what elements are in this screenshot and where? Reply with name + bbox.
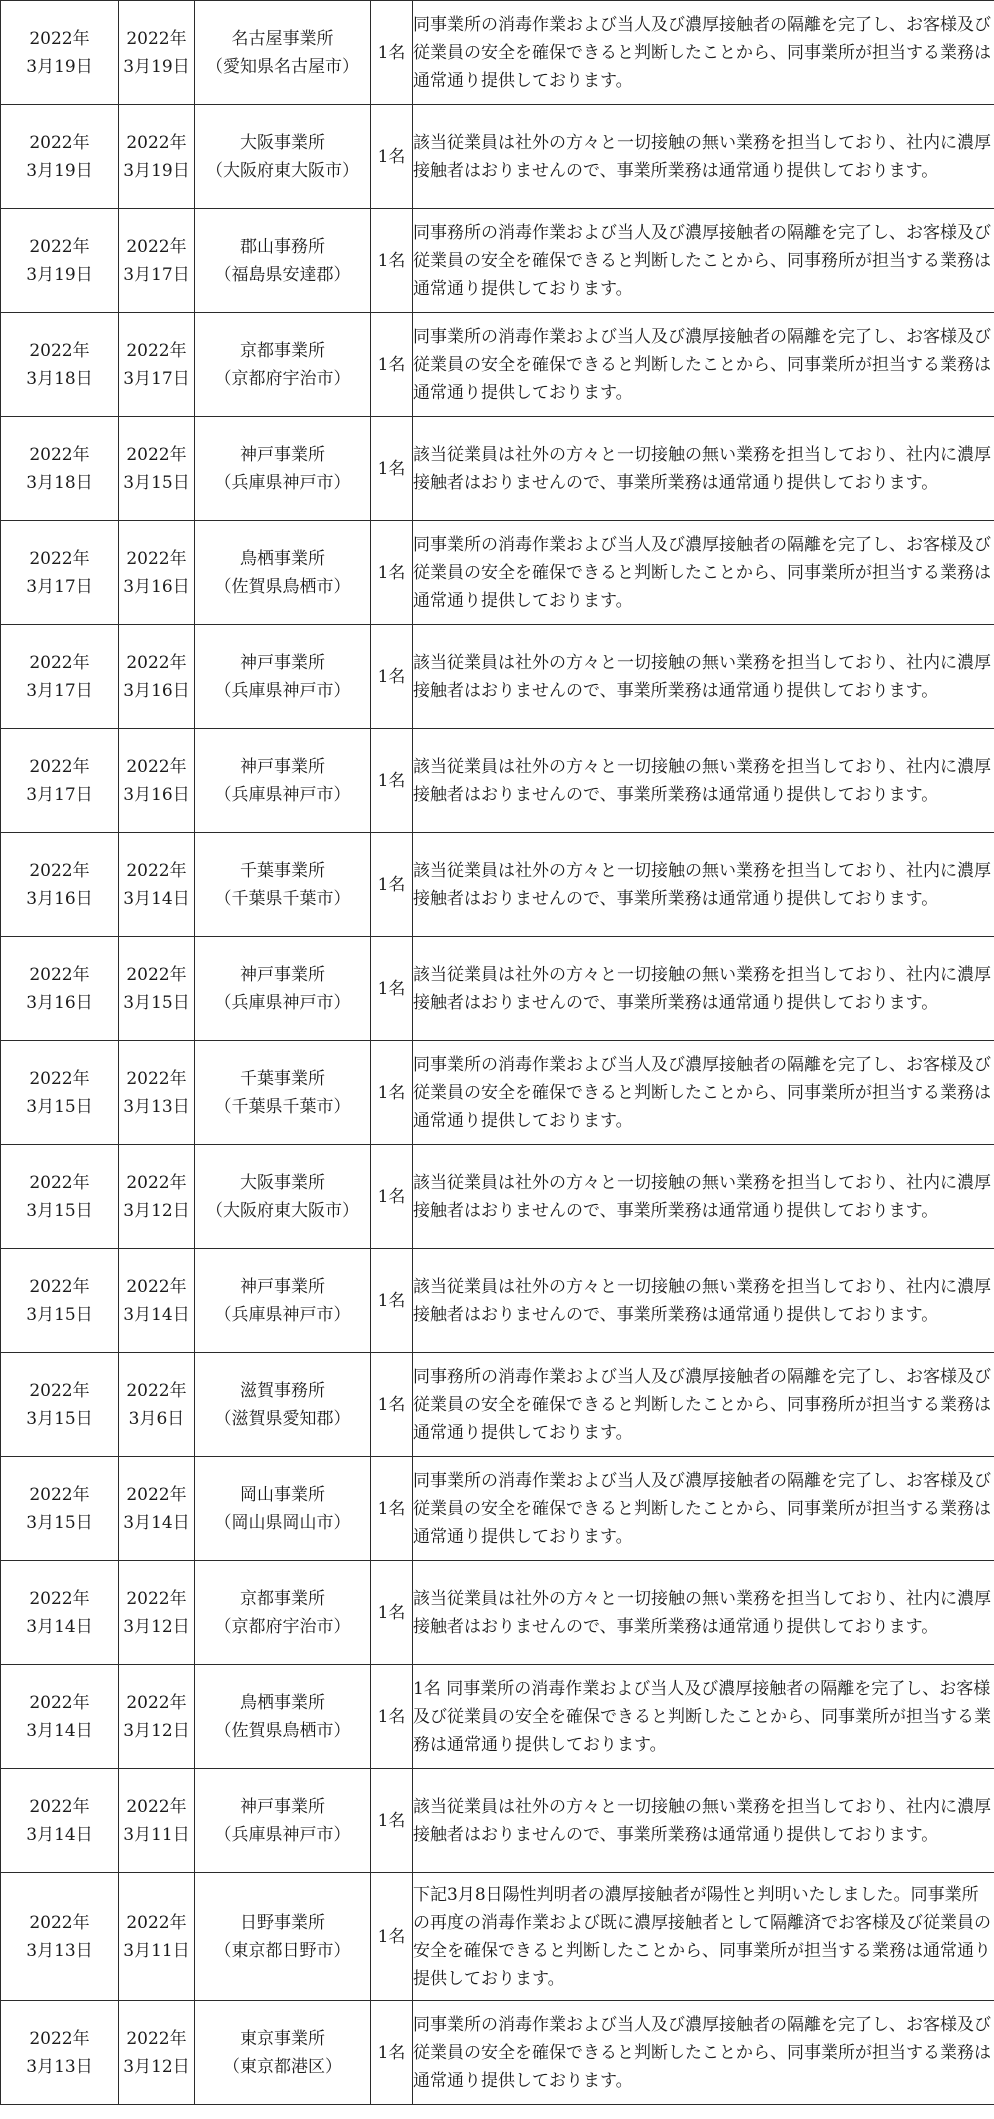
infected-count: 1名: [377, 2042, 406, 2063]
announcement-month-day: 3月17日: [26, 576, 93, 597]
table-row: [1, 1873, 994, 2001]
positive-date-cell: [119, 417, 195, 521]
positive-month-day: 3月14日: [123, 888, 190, 909]
announcement-year: 2022年: [29, 236, 90, 257]
infected-count: 1名: [377, 874, 406, 895]
infected-count: 1名: [377, 1498, 406, 1519]
office-location: （東京都日野市）: [214, 1940, 351, 1961]
announcement-year: 2022年: [29, 1796, 90, 1817]
table-row: [1, 1665, 994, 1769]
announcement-date-cell: [1, 1145, 119, 1249]
count-cell: [371, 1873, 413, 2001]
announcement-month-day: 3月17日: [26, 784, 93, 805]
announcement-year: 2022年: [29, 1912, 90, 1933]
count-cell: [371, 1249, 413, 1353]
status-note-text: 同事業所の消毒作業および当人及び濃厚接触者の隔離を完了し、お客様及び従業員の安全を確保できると判断したことから、同事業所が担当する業務は通常通り提供しております。: [413, 326, 991, 403]
table-row: [1, 833, 994, 937]
count-cell: [371, 1769, 413, 1873]
positive-year: 2022年: [126, 28, 187, 49]
announcement-year: 2022年: [29, 548, 90, 569]
status-note-cell: [413, 1, 994, 105]
positive-year: 2022年: [126, 652, 187, 673]
positive-date-cell: [119, 313, 195, 417]
count-cell: [371, 625, 413, 729]
infected-count: 1名: [377, 770, 406, 791]
count-cell: [371, 313, 413, 417]
count-cell: [371, 1457, 413, 1561]
office-name: 神戸事業所: [240, 652, 325, 673]
office-location: （千葉県千葉市）: [214, 1096, 351, 1117]
positive-date-cell: [119, 1873, 195, 2001]
status-note-text: 該当従業員は社外の方々と一切接触の無い業務を担当しており、社内に濃厚接触者はおりませんので、事業所業務は通常通り提供しております。: [413, 1796, 991, 1845]
infected-count: 1名: [377, 146, 406, 167]
announcement-year: 2022年: [29, 28, 90, 49]
announcement-date-cell: [1, 833, 119, 937]
positive-year: 2022年: [126, 132, 187, 153]
office-cell: [195, 729, 371, 833]
office-name: 滋賀事務所: [240, 1380, 325, 1401]
office-name: 京都事業所: [240, 1588, 325, 1609]
count-cell: [371, 1561, 413, 1665]
positive-month-day: 3月16日: [123, 680, 190, 701]
table-row: [1, 1353, 994, 1457]
status-note-text: 同事業所の消毒作業および当人及び濃厚接触者の隔離を完了し、お客様及び従業員の安全を確保できると判断したことから、同事業所が担当する業務は通常通り提供しております。: [413, 1054, 991, 1131]
table-row: [1, 417, 994, 521]
status-note-text: 該当従業員は社外の方々と一切接触の無い業務を担当しており、社内に濃厚接触者はおりませんので、事業所業務は通常通り提供しております。: [413, 132, 991, 181]
office-location: （佐賀県鳥栖市）: [214, 576, 351, 597]
status-note-text: 1名 同事業所の消毒作業および当人及び濃厚接触者の隔離を完了し、お客様及び従業員の安全を確保できると判断したことから、同事業所が担当する業務は通常通り提供しております。: [413, 1678, 991, 1755]
announcement-month-day: 3月16日: [26, 888, 93, 909]
positive-year: 2022年: [126, 1588, 187, 1609]
table-row: [1, 1561, 994, 1665]
positive-month-day: 3月19日: [123, 56, 190, 77]
office-location: （京都府宇治市）: [214, 1616, 351, 1637]
office-cell: [195, 1769, 371, 1873]
table-row: [1, 1249, 994, 1353]
positive-month-day: 3月15日: [123, 992, 190, 1013]
announcement-date-cell: [1, 313, 119, 417]
status-note-cell: [413, 1353, 994, 1457]
positive-year: 2022年: [126, 860, 187, 881]
count-cell: [371, 209, 413, 313]
status-note-text: 該当従業員は社外の方々と一切接触の無い業務を担当しており、社内に濃厚接触者はおりませんので、事業所業務は通常通り提供しております。: [413, 444, 991, 493]
announcement-month-day: 3月18日: [26, 472, 93, 493]
office-cell: [195, 209, 371, 313]
table-row: [1, 1145, 994, 1249]
announcement-date-cell: [1, 2001, 119, 2105]
count-cell: [371, 417, 413, 521]
status-note-text: 該当従業員は社外の方々と一切接触の無い業務を担当しており、社内に濃厚接触者はおりませんので、事業所業務は通常通り提供しております。: [413, 860, 991, 909]
announcement-date-cell: [1, 729, 119, 833]
announcement-month-day: 3月18日: [26, 368, 93, 389]
status-note-text: 下記3月8日陽性判明者の濃厚接触者が陽性と判明いたしました。同事業所の再度の消毒作業および既に濃厚接触者として隔離済でお客様及び従業員の安全を確保できると判断したことから、同事業所が担当する業務は通常通り提供しております。: [413, 1884, 991, 1989]
table-row: [1, 209, 994, 313]
count-cell: [371, 521, 413, 625]
positive-month-day: 3月13日: [123, 1096, 190, 1117]
office-cell: [195, 521, 371, 625]
positive-date-cell: [119, 1769, 195, 1873]
announcement-month-day: 3月15日: [26, 1512, 93, 1533]
infected-count: 1名: [377, 1926, 406, 1947]
announcement-month-day: 3月19日: [26, 160, 93, 181]
office-location: （岡山県岡山市）: [214, 1512, 351, 1533]
positive-month-day: 3月12日: [123, 1616, 190, 1637]
status-note-cell: [413, 625, 994, 729]
count-cell: [371, 105, 413, 209]
positive-year: 2022年: [126, 756, 187, 777]
infected-count: 1名: [377, 1186, 406, 1207]
announcement-year: 2022年: [29, 2028, 90, 2049]
status-note-cell: [413, 105, 994, 209]
count-cell: [371, 937, 413, 1041]
announcement-month-day: 3月14日: [26, 1824, 93, 1845]
announcement-month-day: 3月15日: [26, 1304, 93, 1325]
announcement-date-cell: [1, 1561, 119, 1665]
positive-date-cell: [119, 1145, 195, 1249]
announcement-month-day: 3月19日: [26, 264, 93, 285]
positive-month-day: 3月6日: [128, 1408, 185, 1429]
status-note-text: 同事業所の消毒作業および当人及び濃厚接触者の隔離を完了し、お客様及び従業員の安全を確保できると判断したことから、同事業所が担当する業務は通常通り提供しております。: [413, 1470, 991, 1547]
announcement-year: 2022年: [29, 444, 90, 465]
table-row: [1, 1, 994, 105]
count-cell: [371, 1145, 413, 1249]
positive-year: 2022年: [126, 2028, 187, 2049]
office-name: 神戸事業所: [240, 1796, 325, 1817]
positive-date-cell: [119, 1041, 195, 1145]
office-name: 千葉事業所: [240, 1068, 325, 1089]
office-cell: [195, 1145, 371, 1249]
status-note-text: 該当従業員は社外の方々と一切接触の無い業務を担当しており、社内に濃厚接触者はおりませんので、事業所業務は通常通り提供しております。: [413, 1588, 991, 1637]
office-cell: [195, 417, 371, 521]
status-note-text: 同事務所の消毒作業および当人及び濃厚接触者の隔離を完了し、お客様及び従業員の安全を確保できると判断したことから、同事務所が担当する業務は通常通り提供しております。: [413, 1366, 991, 1443]
status-note-cell: [413, 2001, 994, 2105]
announcement-year: 2022年: [29, 756, 90, 777]
office-cell: [195, 1249, 371, 1353]
status-note-text: 同事業所の消毒作業および当人及び濃厚接触者の隔離を完了し、お客様及び従業員の安全を確保できると判断したことから、同事業所が担当する業務は通常通り提供しております。: [413, 2014, 991, 2091]
status-note-cell: [413, 1873, 994, 2001]
status-note-text: 該当従業員は社外の方々と一切接触の無い業務を担当しており、社内に濃厚接触者はおりませんので、事業所業務は通常通り提供しております。: [413, 1276, 991, 1325]
positive-date-cell: [119, 1, 195, 105]
office-cell: [195, 1353, 371, 1457]
office-location: （愛知県名古屋市）: [206, 56, 359, 77]
report-table-body: [1, 1, 994, 2105]
table-row: [1, 1041, 994, 1145]
infected-count: 1名: [377, 1290, 406, 1311]
office-cell: [195, 1, 371, 105]
announcement-year: 2022年: [29, 1484, 90, 1505]
infected-count: 1名: [377, 666, 406, 687]
office-name: 岡山事業所: [240, 1484, 325, 1505]
announcement-year: 2022年: [29, 340, 90, 361]
office-name: 大阪事業所: [240, 132, 325, 153]
positive-month-day: 3月11日: [123, 1824, 190, 1845]
announcement-year: 2022年: [29, 1276, 90, 1297]
announcement-month-day: 3月15日: [26, 1096, 93, 1117]
positive-month-day: 3月15日: [123, 472, 190, 493]
announcement-date-cell: [1, 937, 119, 1041]
announcement-month-day: 3月13日: [26, 1940, 93, 1961]
positive-date-cell: [119, 937, 195, 1041]
status-note-text: 同事業所の消毒作業および当人及び濃厚接触者の隔離を完了し、お客様及び従業員の安全を確保できると判断したことから、同事業所が担当する業務は通常通り提供しております。: [413, 534, 991, 611]
infected-count: 1名: [377, 1394, 406, 1415]
announcement-date-cell: [1, 521, 119, 625]
announcement-month-day: 3月15日: [26, 1408, 93, 1429]
positive-date-cell: [119, 1665, 195, 1769]
count-cell: [371, 833, 413, 937]
positive-date-cell: [119, 833, 195, 937]
count-cell: [371, 1, 413, 105]
office-location: （大阪府東大阪市）: [206, 160, 359, 181]
office-name: 千葉事業所: [240, 860, 325, 881]
announcement-date-cell: [1, 1457, 119, 1561]
office-name: 京都事業所: [240, 340, 325, 361]
positive-year: 2022年: [126, 1912, 187, 1933]
office-cell: [195, 833, 371, 937]
status-note-cell: [413, 1041, 994, 1145]
status-note-text: 該当従業員は社外の方々と一切接触の無い業務を担当しており、社内に濃厚接触者はおりませんので、事業所業務は通常通り提供しております。: [413, 652, 991, 701]
positive-date-cell: [119, 1353, 195, 1457]
announcement-date-cell: [1, 1041, 119, 1145]
announcement-date-cell: [1, 1, 119, 105]
office-name: 名古屋事業所: [231, 28, 334, 49]
status-note-text: 同事務所の消毒作業および当人及び濃厚接触者の隔離を完了し、お客様及び従業員の安全を確保できると判断したことから、同事務所が担当する業務は通常通り提供しております。: [413, 222, 991, 299]
status-note-cell: [413, 313, 994, 417]
status-note-text: 該当従業員は社外の方々と一切接触の無い業務を担当しており、社内に濃厚接触者はおりませんので、事業所業務は通常通り提供しております。: [413, 964, 991, 1013]
office-location: （大阪府東大阪市）: [206, 1200, 359, 1221]
office-name: 日野事業所: [240, 1912, 325, 1933]
positive-year: 2022年: [126, 1172, 187, 1193]
table-row: [1, 729, 994, 833]
positive-year: 2022年: [126, 1796, 187, 1817]
status-note-cell: [413, 1457, 994, 1561]
announcement-date-cell: [1, 1353, 119, 1457]
positive-year: 2022年: [126, 1484, 187, 1505]
office-location: （兵庫県神戸市）: [214, 472, 351, 493]
positive-month-day: 3月12日: [123, 2056, 190, 2077]
office-name: 神戸事業所: [240, 1276, 325, 1297]
table-row: [1, 1769, 994, 1873]
office-cell: [195, 2001, 371, 2105]
office-location: （兵庫県神戸市）: [214, 992, 351, 1013]
positive-month-day: 3月16日: [123, 784, 190, 805]
table-row: [1, 521, 994, 625]
office-cell: [195, 625, 371, 729]
office-location: （千葉県千葉市）: [214, 888, 351, 909]
announcement-month-day: 3月13日: [26, 2056, 93, 2077]
positive-year: 2022年: [126, 1276, 187, 1297]
positive-date-cell: [119, 105, 195, 209]
positive-month-day: 3月12日: [123, 1200, 190, 1221]
office-name: 鳥栖事業所: [240, 1692, 325, 1713]
announcement-date-cell: [1, 105, 119, 209]
office-name: 神戸事業所: [240, 756, 325, 777]
positive-month-day: 3月19日: [123, 160, 190, 181]
positive-month-day: 3月16日: [123, 576, 190, 597]
infected-count: 1名: [377, 978, 406, 999]
positive-year: 2022年: [126, 1692, 187, 1713]
infected-count: 1名: [377, 1810, 406, 1831]
announcement-date-cell: [1, 209, 119, 313]
table-row: [1, 937, 994, 1041]
announcement-month-day: 3月19日: [26, 56, 93, 77]
office-cell: [195, 937, 371, 1041]
infected-count: 1名: [377, 1706, 406, 1727]
status-note-cell: [413, 833, 994, 937]
announcement-date-cell: [1, 1665, 119, 1769]
positive-year: 2022年: [126, 548, 187, 569]
positive-month-day: 3月17日: [123, 368, 190, 389]
announcement-year: 2022年: [29, 132, 90, 153]
infected-count: 1名: [377, 562, 406, 583]
status-note-cell: [413, 209, 994, 313]
announcement-year: 2022年: [29, 1588, 90, 1609]
office-cell: [195, 313, 371, 417]
office-location: （京都府宇治市）: [214, 368, 351, 389]
count-cell: [371, 1353, 413, 1457]
positive-month-day: 3月11日: [123, 1940, 190, 1961]
status-note-cell: [413, 729, 994, 833]
positive-date-cell: [119, 1457, 195, 1561]
announcement-month-day: 3月15日: [26, 1200, 93, 1221]
status-note-cell: [413, 1561, 994, 1665]
announcement-year: 2022年: [29, 1692, 90, 1713]
status-note-cell: [413, 1769, 994, 1873]
office-name: 鳥栖事業所: [240, 548, 325, 569]
status-note-text: 該当従業員は社外の方々と一切接触の無い業務を担当しており、社内に濃厚接触者はおりませんので、事業所業務は通常通り提供しております。: [413, 756, 991, 805]
positive-month-day: 3月12日: [123, 1720, 190, 1741]
office-name: 大阪事業所: [240, 1172, 325, 1193]
office-location: （兵庫県神戸市）: [214, 1824, 351, 1845]
office-name: 神戸事業所: [240, 444, 325, 465]
positive-year: 2022年: [126, 444, 187, 465]
status-note-cell: [413, 521, 994, 625]
positive-date-cell: [119, 729, 195, 833]
positive-date-cell: [119, 1561, 195, 1665]
office-location: （兵庫県神戸市）: [214, 784, 351, 805]
table-row: [1, 105, 994, 209]
table-row: [1, 2001, 994, 2105]
positive-year: 2022年: [126, 236, 187, 257]
office-name: 神戸事業所: [240, 964, 325, 985]
office-name: 郡山事務所: [240, 236, 325, 257]
office-cell: [195, 105, 371, 209]
status-note-cell: [413, 1249, 994, 1353]
announcement-date-cell: [1, 1769, 119, 1873]
infected-count: 1名: [377, 250, 406, 271]
infected-count: 1名: [377, 42, 406, 63]
positive-month-day: 3月14日: [123, 1304, 190, 1325]
office-cell: [195, 1873, 371, 2001]
announcement-year: 2022年: [29, 1172, 90, 1193]
office-location: （兵庫県神戸市）: [214, 680, 351, 701]
positive-date-cell: [119, 209, 195, 313]
office-location: （東京都港区）: [223, 2056, 342, 2077]
status-note-cell: [413, 937, 994, 1041]
positive-year: 2022年: [126, 1380, 187, 1401]
office-cell: [195, 1561, 371, 1665]
positive-date-cell: [119, 1249, 195, 1353]
table-row: [1, 625, 994, 729]
office-location: （兵庫県神戸市）: [214, 1304, 351, 1325]
infected-count: 1名: [377, 354, 406, 375]
infected-count: 1名: [377, 1602, 406, 1623]
announcement-year: 2022年: [29, 860, 90, 881]
infected-count: 1名: [377, 458, 406, 479]
positive-year: 2022年: [126, 964, 187, 985]
positive-date-cell: [119, 2001, 195, 2105]
positive-date-cell: [119, 625, 195, 729]
announcement-month-day: 3月14日: [26, 1720, 93, 1741]
status-note-text: 該当従業員は社外の方々と一切接触の無い業務を担当しており、社内に濃厚接触者はおりませんので、事業所業務は通常通り提供しております。: [413, 1172, 991, 1221]
count-cell: [371, 2001, 413, 2105]
positive-month-day: 3月14日: [123, 1512, 190, 1533]
status-note-cell: [413, 417, 994, 521]
count-cell: [371, 1041, 413, 1145]
count-cell: [371, 1665, 413, 1769]
announcement-year: 2022年: [29, 652, 90, 673]
status-note-text: 同事業所の消毒作業および当人及び濃厚接触者の隔離を完了し、お客様及び従業員の安全を確保できると判断したことから、同事業所が担当する業務は通常通り提供しております。: [413, 14, 991, 91]
positive-year: 2022年: [126, 1068, 187, 1089]
announcement-year: 2022年: [29, 964, 90, 985]
status-note-cell: [413, 1145, 994, 1249]
office-cell: [195, 1665, 371, 1769]
announcement-date-cell: [1, 1873, 119, 2001]
announcement-year: 2022年: [29, 1068, 90, 1089]
infected-count: 1名: [377, 1082, 406, 1103]
count-cell: [371, 729, 413, 833]
announcement-month-day: 3月14日: [26, 1616, 93, 1637]
announcement-date-cell: [1, 625, 119, 729]
office-cell: [195, 1041, 371, 1145]
table-row: [1, 1457, 994, 1561]
table-row: [1, 313, 994, 417]
office-location: （滋賀県愛知郡）: [214, 1408, 351, 1429]
positive-date-cell: [119, 521, 195, 625]
announcement-date-cell: [1, 417, 119, 521]
status-note-cell: [413, 1665, 994, 1769]
office-cell: [195, 1457, 371, 1561]
office-location: （福島県安達郡）: [214, 264, 351, 285]
announcement-month-day: 3月17日: [26, 680, 93, 701]
announcement-date-cell: [1, 1249, 119, 1353]
positive-year: 2022年: [126, 340, 187, 361]
office-location: （佐賀県鳥栖市）: [214, 1720, 351, 1741]
office-name: 東京事業所: [240, 2028, 325, 2049]
positive-month-day: 3月17日: [123, 264, 190, 285]
announcement-year: 2022年: [29, 1380, 90, 1401]
announcement-month-day: 3月16日: [26, 992, 93, 1013]
